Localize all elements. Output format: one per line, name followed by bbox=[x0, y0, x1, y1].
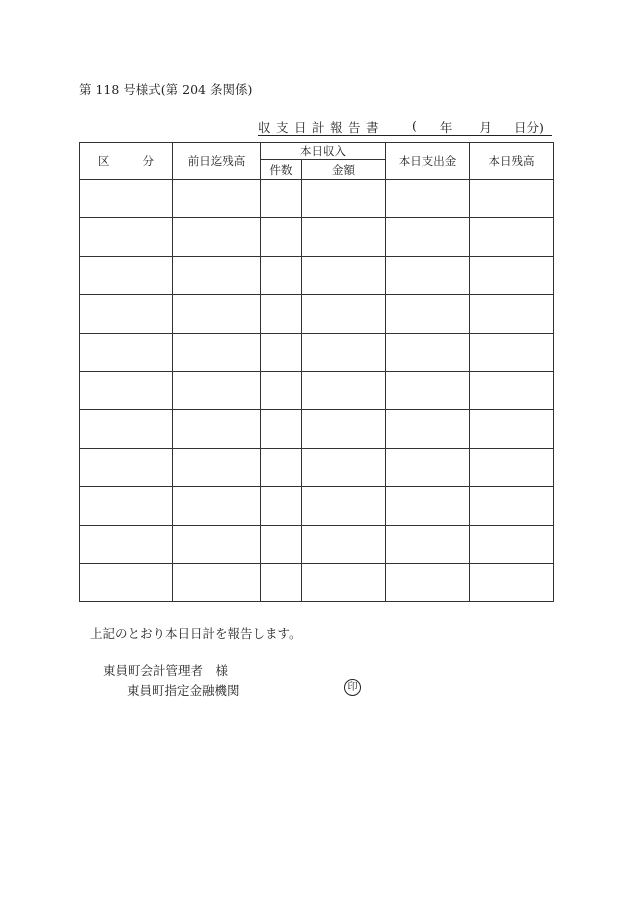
cell-payments[interactable] bbox=[386, 487, 470, 525]
financial-institution: 東員町指定金融機関 bbox=[127, 683, 240, 698]
table-row bbox=[80, 218, 554, 256]
cell-prev-balance[interactable] bbox=[173, 563, 261, 601]
table-row bbox=[80, 180, 554, 218]
cell-balance[interactable] bbox=[470, 218, 554, 256]
report-statement: 上記のとおり本日日計を報告します。 bbox=[90, 626, 302, 641]
cell-amount[interactable] bbox=[302, 295, 386, 333]
table-row bbox=[80, 295, 554, 333]
cell-category[interactable] bbox=[80, 256, 173, 294]
cell-balance[interactable] bbox=[470, 448, 554, 486]
cell-amount[interactable] bbox=[302, 256, 386, 294]
cell-balance[interactable] bbox=[470, 487, 554, 525]
cell-prev-balance[interactable] bbox=[173, 487, 261, 525]
table-row bbox=[80, 563, 554, 601]
cell-prev-balance[interactable] bbox=[173, 218, 261, 256]
cell-category[interactable] bbox=[80, 525, 173, 563]
table-row bbox=[80, 333, 554, 371]
cell-amount[interactable] bbox=[302, 410, 386, 448]
date-open-paren: ( bbox=[412, 118, 417, 133]
cell-balance[interactable] bbox=[470, 410, 554, 448]
cell-amount[interactable] bbox=[302, 180, 386, 218]
seal-icon: 印 bbox=[344, 679, 361, 696]
cell-count[interactable] bbox=[261, 487, 302, 525]
cell-category[interactable] bbox=[80, 371, 173, 409]
cell-amount[interactable] bbox=[302, 371, 386, 409]
cell-payments[interactable] bbox=[386, 180, 470, 218]
report-title bbox=[258, 118, 544, 136]
cell-balance[interactable] bbox=[470, 525, 554, 563]
form-number: 第 118 号様式(第 204 条関係) bbox=[79, 82, 253, 97]
cell-amount[interactable] bbox=[302, 218, 386, 256]
cell-payments[interactable] bbox=[386, 563, 470, 601]
table-row bbox=[80, 371, 554, 409]
cell-count[interactable] bbox=[261, 333, 302, 371]
header-category bbox=[80, 143, 173, 180]
cell-prev-balance[interactable] bbox=[173, 256, 261, 294]
cell-count[interactable] bbox=[261, 218, 302, 256]
header-category-part-2: 分 bbox=[142, 154, 154, 168]
cell-payments[interactable] bbox=[386, 256, 470, 294]
table-row bbox=[80, 256, 554, 294]
cell-prev-balance[interactable] bbox=[173, 448, 261, 486]
date-month: 月 bbox=[479, 120, 492, 135]
header-today-receipts: 本日収入 bbox=[261, 143, 386, 160]
cell-category[interactable] bbox=[80, 180, 173, 218]
cell-balance[interactable] bbox=[470, 333, 554, 371]
cell-amount[interactable] bbox=[302, 563, 386, 601]
cell-amount[interactable] bbox=[302, 487, 386, 525]
cell-prev-balance[interactable] bbox=[173, 180, 261, 218]
cell-count[interactable] bbox=[261, 410, 302, 448]
cell-prev-balance[interactable] bbox=[173, 410, 261, 448]
cell-balance[interactable] bbox=[470, 256, 554, 294]
cell-count[interactable] bbox=[261, 295, 302, 333]
cell-payments[interactable] bbox=[386, 333, 470, 371]
date-year: 年 bbox=[439, 120, 453, 135]
header-today-payments: 本日支出金 bbox=[386, 143, 470, 180]
cell-category[interactable] bbox=[80, 333, 173, 371]
cell-prev-balance[interactable] bbox=[173, 525, 261, 563]
date-day: 日分) bbox=[513, 120, 544, 135]
title-underline bbox=[258, 135, 552, 136]
cell-category[interactable] bbox=[80, 448, 173, 486]
cell-count[interactable] bbox=[261, 371, 302, 409]
date-spec bbox=[412, 118, 544, 136]
cell-balance[interactable] bbox=[470, 563, 554, 601]
table-row bbox=[80, 525, 554, 563]
cell-payments[interactable] bbox=[386, 410, 470, 448]
cell-amount[interactable] bbox=[302, 448, 386, 486]
cell-category[interactable] bbox=[80, 410, 173, 448]
header-today-balance: 本日残高 bbox=[470, 143, 554, 180]
cell-prev-balance[interactable] bbox=[173, 333, 261, 371]
cell-balance[interactable] bbox=[470, 180, 554, 218]
cell-payments[interactable] bbox=[386, 525, 470, 563]
cell-category[interactable] bbox=[80, 487, 173, 525]
table-row bbox=[80, 487, 554, 525]
addressee: 東員町会計管理者 様 bbox=[103, 663, 229, 678]
cell-count[interactable] bbox=[261, 180, 302, 218]
cell-payments[interactable] bbox=[386, 448, 470, 486]
cell-payments[interactable] bbox=[386, 371, 470, 409]
cell-amount[interactable] bbox=[302, 333, 386, 371]
cell-balance[interactable] bbox=[470, 371, 554, 409]
cell-count[interactable] bbox=[261, 256, 302, 294]
cell-category[interactable] bbox=[80, 563, 173, 601]
report-title-text: 収支日計報告書 bbox=[258, 120, 385, 135]
header-count: 件数 bbox=[261, 160, 302, 180]
header-amount: 金額 bbox=[302, 160, 386, 180]
cell-count[interactable] bbox=[261, 525, 302, 563]
cell-prev-balance[interactable] bbox=[173, 295, 261, 333]
cell-count[interactable] bbox=[261, 563, 302, 601]
cell-category[interactable] bbox=[80, 295, 173, 333]
cell-amount[interactable] bbox=[302, 525, 386, 563]
header-prev-balance: 前日迄残高 bbox=[173, 143, 261, 180]
cell-balance[interactable] bbox=[470, 295, 554, 333]
cell-payments[interactable] bbox=[386, 218, 470, 256]
cell-prev-balance[interactable] bbox=[173, 371, 261, 409]
header-category-part-1: 区 bbox=[98, 154, 110, 168]
table-row bbox=[80, 448, 554, 486]
cell-count[interactable] bbox=[261, 448, 302, 486]
cell-category[interactable] bbox=[80, 218, 173, 256]
table-row bbox=[80, 410, 554, 448]
ledger-table bbox=[79, 142, 554, 602]
cell-payments[interactable] bbox=[386, 295, 470, 333]
